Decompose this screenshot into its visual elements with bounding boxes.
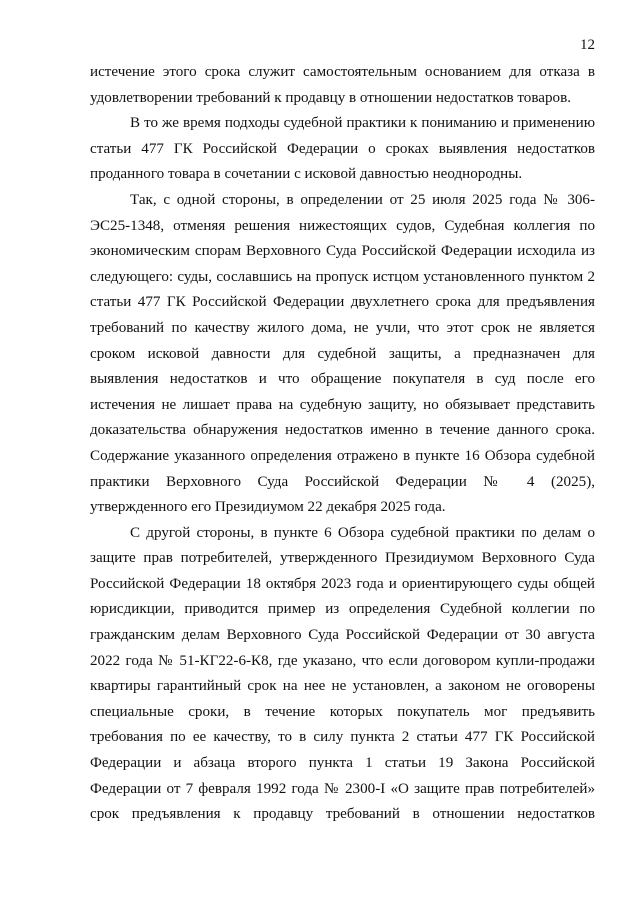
text-line: квартиры гарантийный срок на нее не установлен, а законом не оговорены	[90, 678, 595, 695]
text-line: экономическим спорам Верховного Суда Российской Федерации исходила из	[90, 243, 595, 260]
text-line: утвержденного его Президиумом 22 декабря 2025 года.	[90, 499, 446, 516]
text-line: гражданским делам Верховного Суда Российской Федерации от 30 августа	[90, 627, 595, 644]
text-line: статьи 477 ГК Российской Федерации о сроках выявления недостатков	[90, 140, 595, 157]
text-line: срок предъявления к продавцу требований в отношении недостатков	[90, 806, 595, 823]
text-line: сроком исковой давности для судебной защиты, а предназначен для	[90, 345, 595, 362]
document-body	[90, 60, 595, 828]
text-line: статьи 477 ГК Российской Федерации двухлетнего срока для предъявления	[90, 294, 595, 311]
text-line: Так, с одной стороны, в определении от 25 июля 2025 года № 306-	[130, 191, 595, 208]
text-line: Российской Федерации 18 октября 2023 года и ориентирующего суды общей	[90, 575, 595, 592]
page-number: 12	[580, 37, 595, 53]
text-line: Федерации от 7 февраля 1992 года № 2300-I «О защите прав потребителей»	[90, 780, 595, 797]
paragraph	[90, 521, 595, 828]
text-line: юрисдикции, приводится пример из определения Судебной коллегии по	[90, 601, 595, 618]
text-line: следующего: суды, сославшись на пропуск истцом установленного пунктом 2	[90, 268, 595, 285]
text-line: истечения не лишает права на судебную защиту, но обязывает представить	[90, 396, 595, 413]
text-line: проданного товара в сочетании с исковой давностью неоднородны.	[90, 166, 523, 183]
text-line: доказательства обнаружения недостатков именно в течение данного срока.	[90, 422, 595, 439]
text-line: требований по качеству жилого дома, не учли, что этот срок не является	[90, 319, 595, 336]
text-line: С другой стороны, в пункте 6 Обзора судебной практики по делам о	[130, 524, 595, 541]
text-line: требования по ее качеству, то в силу пункта 2 статьи 477 ГК Российской	[90, 729, 595, 746]
paragraph	[90, 188, 595, 521]
paragraph	[90, 60, 595, 111]
text-line: выявления недостатков и что обращение покупателя в суд после его	[90, 371, 595, 388]
paragraph	[90, 111, 595, 188]
text-line: удовлетворении требований к продавцу в отношении недостатков товаров.	[90, 89, 571, 106]
text-line: 2022 года № 51-КГ22-6-К8, где указано, что если договором купли-продажи	[90, 652, 595, 669]
text-line: ЭС25-1348, отменяя решения нижестоящих судов, Судебная коллегия по	[90, 217, 595, 234]
text-line: истечение этого срока служит самостоятельным основанием для отказа в	[90, 64, 595, 80]
text-line: защите прав потребителей, утвержденного Президиумом Верховного Суда	[90, 550, 595, 567]
text-line: Содержание указанного определения отражено в пункте 16 Обзора судебной	[90, 447, 595, 464]
text-line: практики Верховного Суда Российской Федерации № 4 (2025),	[90, 473, 595, 490]
text-line: специальные сроки, в течение которых покупатель мог предъявить	[90, 703, 595, 720]
text-line: В то же время подходы судебной практики к пониманию и применению	[130, 115, 595, 132]
text-line: Федерации и абзаца второго пункта 1 статьи 19 Закона Российской	[90, 755, 595, 772]
